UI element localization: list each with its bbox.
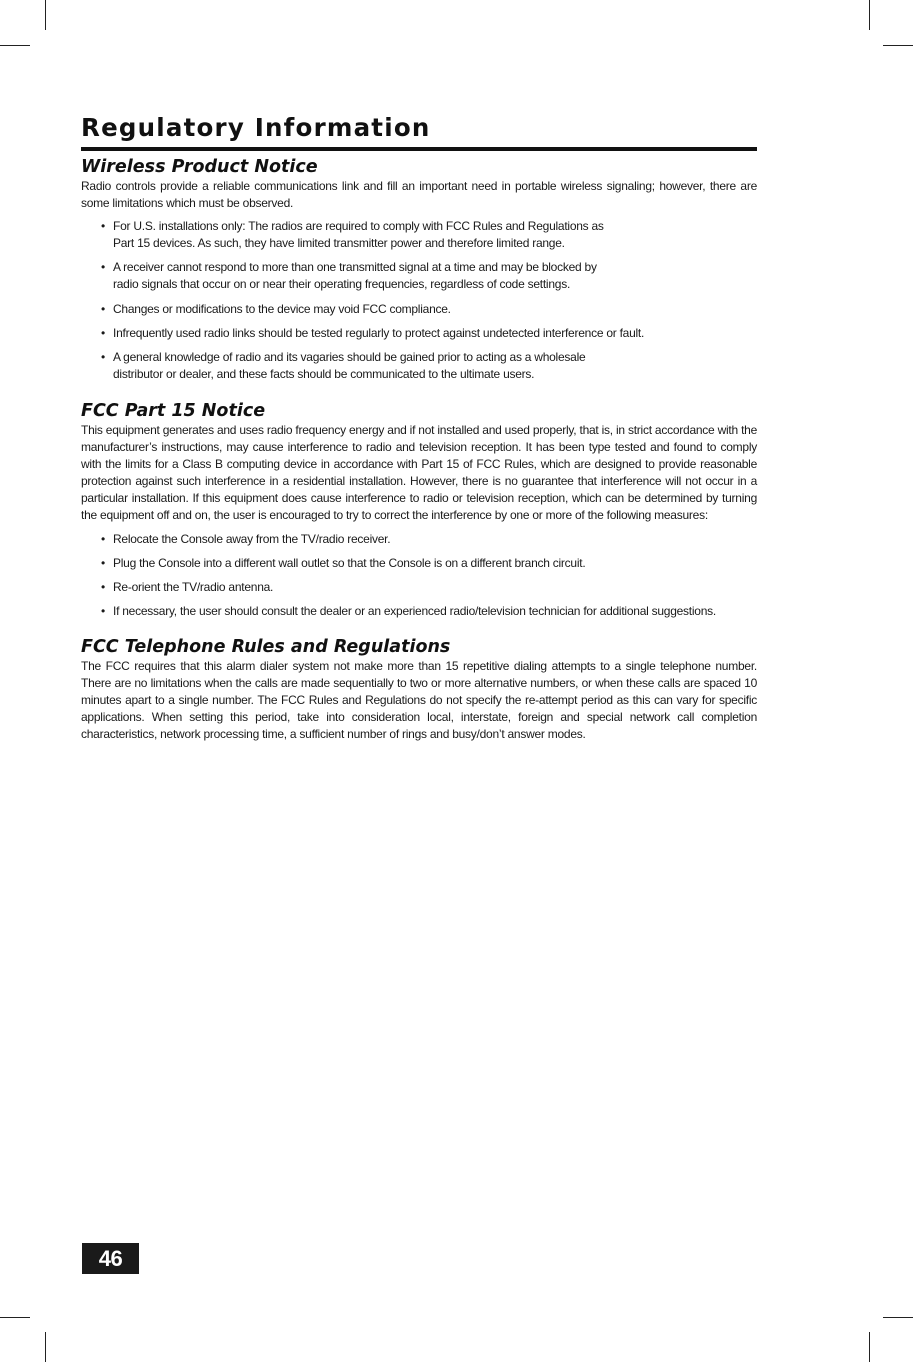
list-item: • A general knowledge of radio and its vagaries should be gained prior to acting as a wholesale distributor or dealer, and these facts should be communicated to the ultimate users. — [101, 349, 586, 381]
bullet-icon: • — [101, 555, 105, 570]
section-fcc-part-15-notice — [81, 400, 757, 620]
bullet-icon: • — [101, 349, 105, 364]
bullet-icon: • — [101, 603, 105, 618]
list-item: • Plug the Console into a different wall outlet so that the Console is on a different branch circuit. — [81, 555, 757, 572]
crop-mark — [0, 45, 30, 46]
section-paragraph: The FCC requires that this alarm dialer system not make more than 15 repetitive dialing attempts to a single telephone number. There are no limitations when the calls are made sequentially to two or more alternative numbers, or when these calls are spaced 10 minutes apart to a single number. The FCC Rules and Regulations do not specify the re-attempt period as this can vary for specific applications. When setting this period, take into consideration local, interstate, foreign and special network call completion characteristics, network processing time, a sufficient number of rings and busy/don’t answer modes. — [81, 658, 757, 742]
bullet-icon: • — [101, 325, 105, 340]
bullet-icon: • — [101, 301, 105, 316]
bullet-list — [81, 531, 757, 620]
crop-mark — [869, 0, 870, 30]
crop-mark — [0, 1317, 30, 1318]
bullet-icon: • — [101, 260, 105, 275]
bullet-list — [81, 218, 757, 383]
crop-mark — [883, 1317, 913, 1318]
page-content — [81, 112, 757, 743]
bullet-icon: • — [101, 531, 105, 546]
crop-mark — [45, 0, 46, 30]
list-item: • For U.S. installations only: The radios are required to comply with FCC Rules and Regulations as Part 15 devices. As such, they have limited transmitter power and therefore limited range. — [101, 219, 604, 251]
section-paragraph: This equipment generates and uses radio frequency energy and if not installed and used properly, that is, in strict accordance with the manufacturer’s instructions, may cause interference to radio and television reception. It has been type tested and found to comply with the limits for a Class B computing device in accordance with Part 15 of FCC Rules, which are designed to provide reasonable protection against such interference in a residential installation. However, there is no guarantee that interference will not occur in a particular installation. If this equipment does cause interference to radio or television reception, which can be determined by turning the equipment off and on, the user is encouraged to try to correct the interference by one or more of the following measures: — [81, 422, 757, 523]
section-heading: FCC Telephone Rules and Regulations — [81, 636, 451, 657]
section-fcc-telephone-rules — [81, 636, 757, 743]
page-number: 46 — [82, 1243, 139, 1274]
title-rule — [81, 147, 757, 151]
page-title: Regulatory Information — [81, 113, 431, 142]
section-wireless-product-notice — [81, 156, 757, 383]
crop-mark — [883, 45, 913, 46]
section-paragraph: Radio controls provide a reliable communications link and fill an important need in portable wireless signaling; however, there are some limitations which must be observed. — [81, 179, 757, 211]
crop-mark — [869, 1332, 870, 1362]
list-item: • Changes or modifications to the device may void FCC compliance. — [81, 301, 757, 318]
bullet-icon: • — [101, 219, 105, 234]
bullet-icon: • — [101, 579, 105, 594]
list-item: • A receiver cannot respond to more than one transmitted signal at a time and may be blocked by radio signals that occur on or near their operating frequencies, regardless of code settings. — [101, 260, 597, 292]
list-item: • If necessary, the user should consult the dealer or an experienced radio/television technician for additional suggestions. — [81, 603, 757, 620]
crop-mark — [45, 1332, 46, 1362]
section-heading: FCC Part 15 Notice — [81, 400, 266, 421]
list-item: • Relocate the Console away from the TV/radio receiver. — [81, 531, 757, 548]
list-item: • Re-orient the TV/radio antenna. — [81, 579, 757, 596]
section-heading: Wireless Product Notice — [81, 157, 318, 177]
list-item: • Infrequently used radio links should be tested regularly to protect against undetected interference or fault. — [81, 325, 757, 342]
